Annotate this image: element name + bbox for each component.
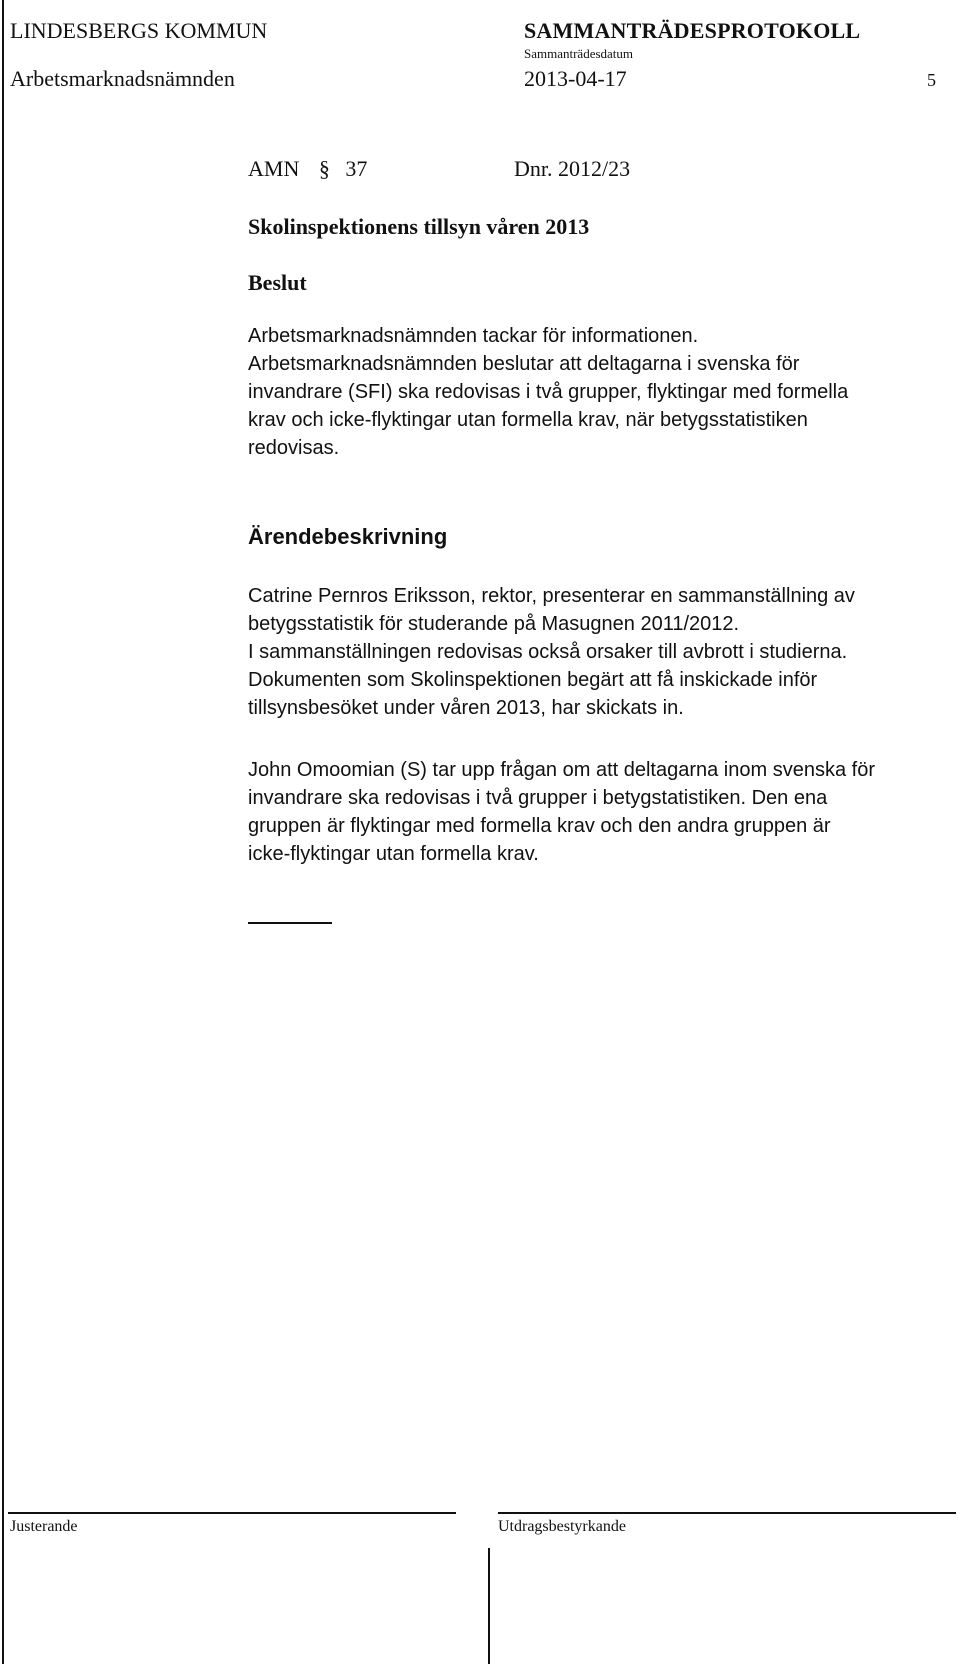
amn-label: AMN	[248, 156, 300, 181]
decision-line: Arbetsmarknadsnämnden tackar för informationen.	[248, 325, 699, 347]
decision-heading: Beslut	[248, 270, 307, 295]
description-line: Dokumenten som Skolinspektionen begärt att få inskickade inför	[248, 669, 818, 691]
decision-line: invandrare (SFI) ska redovisas i två grupper, flyktingar med formella	[248, 381, 849, 403]
description-line: I sammanställningen redovisas också orsaker till avbrott i studierna.	[248, 641, 848, 663]
decision-text	[248, 322, 848, 462]
paragraph-number: 37	[345, 156, 368, 181]
decision-line: redovisas.	[248, 437, 340, 459]
committee-name: Arbetsmarknadsnämnden	[10, 66, 235, 91]
section-end-rule	[248, 922, 332, 924]
description-text-2	[248, 756, 875, 868]
document-title: SAMMANTRÄDESPROTOKOLL	[524, 18, 861, 43]
diary-number: Dnr. 2012/23	[514, 156, 631, 181]
description-line: invandrare ska redovisas i två grupper i betygstatistiken. Den ena	[248, 787, 828, 809]
footer-rule-left	[8, 1512, 456, 1514]
description-line: betygsstatistik för studerande på Masugnen 2011/2012.	[248, 613, 740, 635]
description-line: tillsynsbesöket under våren 2013, har skickats in.	[248, 697, 684, 719]
decision-line: krav och icke-flyktingar utan formella krav, när betygsstatistiken	[248, 409, 808, 431]
description-line: John Omoomian (S) tar upp frågan om att deltagarna inom svenska för	[248, 759, 875, 781]
footer-label-justerande: Justerande	[10, 1518, 78, 1535]
municipality-name: LINDESBERGS KOMMUN	[10, 18, 268, 43]
meeting-date: 2013-04-17	[524, 66, 627, 91]
description-line: icke-flyktingar utan formella krav.	[248, 843, 539, 865]
meeting-date-label: Sammanträdesdatum	[524, 46, 634, 61]
description-line: Catrine Pernros Eriksson, rektor, presenterar en sammanställning av	[248, 585, 855, 607]
paragraph-sign: §	[318, 156, 330, 181]
footer-rule-right	[498, 1512, 956, 1514]
footer-label-utdragsbestyrkande: Utdragsbestyrkande	[498, 1518, 626, 1535]
page-number: 5	[927, 70, 936, 90]
paragraph-id	[248, 156, 367, 182]
footer-divider	[488, 1548, 490, 1664]
section-title: Skolinspektionens tillsyn våren 2013	[248, 214, 590, 239]
left-margin-rule	[2, 0, 4, 1664]
description-heading: Ärendebeskrivning	[248, 524, 448, 549]
description-line: gruppen är flyktingar med formella krav och den andra gruppen är	[248, 815, 831, 837]
description-text-1	[248, 582, 855, 722]
decision-line: Arbetsmarknadsnämnden beslutar att deltagarna i svenska för	[248, 353, 800, 375]
